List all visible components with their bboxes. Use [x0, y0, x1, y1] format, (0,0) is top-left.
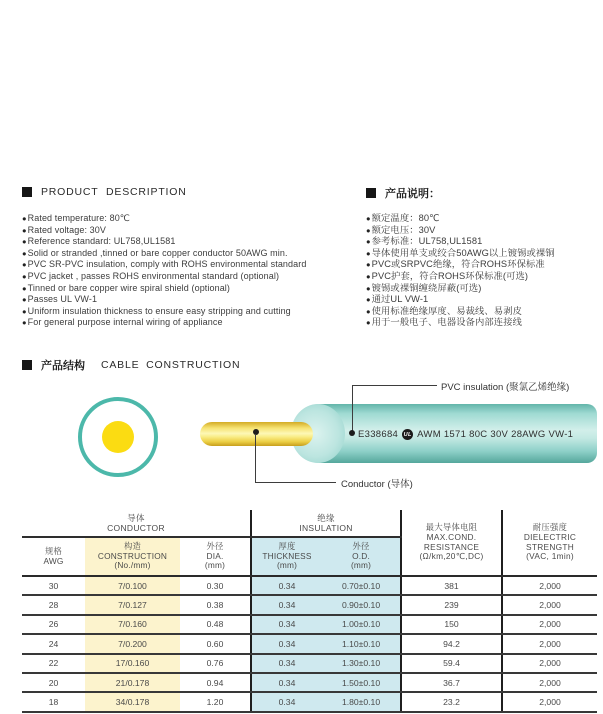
- dielectric-header-en2: STRENGTH: [526, 541, 575, 552]
- product-description-title-text: PRODUCT DESCRIPTION: [41, 186, 187, 198]
- resistance-header-en1: MAX.COND.: [426, 531, 477, 542]
- spec-table-cell: 1.30±0.10: [322, 654, 401, 673]
- cable-marking-text: [358, 429, 592, 440]
- spec-table-cell: 2,000: [502, 615, 597, 634]
- bullet-icon: ●: [366, 283, 371, 293]
- dielectric-header-unit: (VAC, 1min): [526, 551, 574, 562]
- bullet-icon: ●: [22, 271, 27, 281]
- spec-table-cell: 2,000: [502, 654, 597, 673]
- spec-table-cell: 34/0.178: [85, 692, 180, 711]
- ul-logo-icon: UL: [402, 429, 413, 440]
- construction-header-en: CONSTRUCTION: [97, 550, 168, 561]
- spec-table-cell: 0.90±0.10: [322, 595, 401, 614]
- spec-table-cell: 21/0.178: [85, 673, 180, 692]
- description-item-text: For general purpose internal wiring of appliance: [27, 317, 223, 328]
- insulation-group-en: INSULATION: [299, 523, 353, 533]
- dia-header-zh: 外径: [206, 541, 224, 552]
- bullet-icon: ●: [366, 295, 371, 305]
- spec-table-cell: 18: [22, 692, 85, 711]
- spec-table-cell: 28: [22, 595, 85, 614]
- spec-table-cell: 1.50±0.10: [322, 673, 401, 692]
- resistance-header-en2: RESISTANCE: [423, 541, 480, 552]
- spec-table-cell: 24: [22, 634, 85, 653]
- description-item: [22, 271, 306, 283]
- spec-table-row: [22, 673, 597, 692]
- bullet-icon: ●: [366, 248, 371, 258]
- description-item: [22, 294, 306, 306]
- spec-table-cell: 23.2: [401, 692, 502, 711]
- dia-header-en: DIA.: [206, 550, 224, 561]
- spec-table-cell: 0.34: [251, 595, 322, 614]
- spec-table-cell: 2,000: [502, 634, 597, 653]
- conductor-annotation-dot: [253, 429, 259, 435]
- description-item: [366, 213, 555, 225]
- description-item: [366, 225, 555, 237]
- spec-table-cell: 7/0.160: [85, 615, 180, 634]
- cross-section-conductor-core: [102, 421, 134, 453]
- od-column-header: [322, 537, 401, 576]
- spec-table-cell: 36.7: [401, 673, 502, 692]
- description-item-text: Rated voltage: 30V: [27, 224, 106, 235]
- section-marker-icon: [22, 360, 32, 370]
- bullet-icon: ●: [366, 318, 371, 328]
- spec-table-cell: 381: [401, 576, 502, 595]
- spec-table-cell: 20: [22, 673, 85, 692]
- spec-table-row: [22, 654, 597, 673]
- description-item-text: 镀锡或裸铜缠绕屏蔽(可选): [371, 282, 482, 293]
- max-resistance-header: [401, 510, 502, 576]
- spec-table-cell: 0.30: [180, 576, 251, 595]
- description-item-text: 通过UL VW-1: [371, 294, 429, 305]
- spec-table-cell: 0.34: [251, 576, 322, 595]
- dielectric-header-zh: 耐压强度: [532, 522, 568, 533]
- insulation-group-zh: 绝缘: [317, 512, 335, 523]
- description-item-text: 导体使用单支或绞合50AWG以上镀锡或裸铜: [371, 247, 555, 258]
- description-item: [22, 236, 306, 248]
- product-description-list-en: [22, 213, 306, 329]
- description-item: [366, 236, 555, 248]
- description-item-text: PVC jacket , passes ROHS environmental standard (optional): [27, 270, 280, 281]
- description-item-text: PVC护套，符合ROHS环保标准(可选): [371, 270, 529, 281]
- description-item-text: 使用标准绝缘厚度、易裁线、易剥皮: [371, 305, 522, 316]
- spec-table-cell: 0.34: [251, 615, 322, 634]
- spec-table-body: [22, 576, 597, 712]
- spec-table-cell: 2,000: [502, 595, 597, 614]
- spec-table-row: [22, 692, 597, 711]
- spec-table-cell: 59.4: [401, 654, 502, 673]
- dielectric-header-en1: DIELECTRIC: [523, 531, 577, 542]
- conductor-group-en: CONDUCTOR: [107, 523, 165, 533]
- description-item: [22, 283, 306, 295]
- pvc-annotation-vline: [352, 385, 353, 433]
- dia-header-unit: (mm): [204, 560, 226, 571]
- spec-table-cell: 0.34: [251, 634, 322, 653]
- description-item: [22, 248, 306, 260]
- spec-table-row: [22, 634, 597, 653]
- spec-table-cell: 150: [401, 615, 502, 634]
- spec-table-cell: 2,000: [502, 673, 597, 692]
- description-item-text: Reference standard: UL758,UL1581: [27, 236, 176, 247]
- bullet-icon: ●: [366, 271, 371, 281]
- description-item: [366, 317, 555, 329]
- description-item-text: PVC SR-PVC insulation, comply with ROHS environmental standard: [27, 259, 307, 270]
- section-marker-icon: [366, 188, 376, 198]
- description-item-text: 用于一般电子、电器设备内部连接线: [371, 317, 522, 328]
- thickness-column-header: [251, 537, 322, 576]
- cable-construction-title: [22, 357, 240, 373]
- resistance-header-unit: (Ω/km,20℃,DC): [419, 551, 484, 562]
- description-item-text: Solid or stranded ,tinned or bare copper conductor 50AWG min.: [27, 247, 288, 258]
- conductor-annotation-vline: [255, 434, 256, 483]
- spec-table-cell: 1.10±0.10: [322, 634, 401, 653]
- bullet-icon: ●: [22, 283, 27, 293]
- spec-table-cell: 0.34: [251, 692, 322, 711]
- spec-table-cell: 1.20: [180, 692, 251, 711]
- spec-table-cell: 1.80±0.10: [322, 692, 401, 711]
- construction-title-en-text: CABLE CONSTRUCTION: [101, 359, 241, 371]
- bullet-icon: ●: [366, 214, 371, 223]
- od-header-en: O.D.: [352, 550, 370, 561]
- description-item-text: PVC或SRPVC绝缘，符合ROHS环保标准: [371, 259, 545, 270]
- pvc-annotation-hline: [352, 385, 437, 386]
- conductor-annotation-hline: [255, 482, 336, 483]
- description-item-text: 额定温度：80℃: [371, 213, 440, 223]
- description-item: [366, 306, 555, 318]
- description-item: [22, 317, 306, 329]
- awg-column-header: [22, 537, 85, 576]
- ul-file-number: E338684: [358, 429, 399, 440]
- bullet-icon: ●: [22, 318, 27, 328]
- awm-rating-text: AWM 1571 80C 30V 28AWG VW-1: [417, 429, 574, 440]
- dielectric-strength-header: [502, 510, 597, 576]
- description-item: [366, 259, 555, 271]
- product-description-list-zh: [366, 213, 555, 329]
- construction-title-zh-text: 产品结构: [41, 360, 85, 372]
- description-item: [366, 294, 555, 306]
- conductor-group-zh: 导体: [127, 512, 145, 523]
- spec-table-cell: 0.48: [180, 615, 251, 634]
- description-item-text: Uniform insulation thickness to ensure easy stripping and cutting: [27, 305, 291, 316]
- construction-column-header: [85, 537, 180, 576]
- construction-header-zh: 构造: [124, 541, 141, 552]
- bullet-icon: ●: [22, 225, 27, 235]
- spec-table-row: [22, 576, 597, 595]
- spec-table-cell: 7/0.200: [85, 634, 180, 653]
- spec-table-cell: 7/0.100: [85, 576, 180, 595]
- bullet-icon: ●: [366, 225, 371, 235]
- conductor-label: Conductor (导体): [341, 479, 413, 490]
- description-item: [366, 283, 555, 295]
- spec-table-cell: 0.70±0.10: [322, 576, 401, 595]
- pvc-insulation-label: PVC insulation (聚氯乙烯绝缘): [441, 382, 570, 393]
- product-description-title: [22, 186, 187, 198]
- section-marker-icon: [22, 187, 32, 197]
- description-item-text: Rated temperature: 80℃: [27, 213, 131, 223]
- spec-table-cell: 94.2: [401, 634, 502, 653]
- od-header-zh: 外径: [352, 541, 370, 552]
- bullet-icon: ●: [22, 295, 27, 305]
- spec-table-cell: 0.60: [180, 634, 251, 653]
- product-description-title-zh: [366, 185, 440, 201]
- bullet-icon: ●: [366, 260, 371, 270]
- table-group-header-row: [22, 510, 597, 537]
- description-item: [366, 271, 555, 283]
- specification-table: [22, 510, 597, 713]
- thickness-header-unit: (mm): [276, 560, 298, 571]
- bullet-icon: ●: [366, 237, 371, 247]
- bullet-icon: ●: [22, 237, 27, 247]
- spec-table-cell: 17/0.160: [85, 654, 180, 673]
- conductor-group-header: [22, 510, 251, 537]
- bullet-icon: ●: [22, 248, 27, 258]
- spec-table-cell: 0.94: [180, 673, 251, 692]
- description-item-text: 额定电压：30V: [371, 224, 436, 235]
- product-description-title-zh-text: 产品说明：: [385, 188, 440, 200]
- description-item-text: Tinned or bare copper wire spiral shield (optional): [27, 282, 231, 293]
- spec-table-cell: 239: [401, 595, 502, 614]
- spec-table-row: [22, 615, 597, 634]
- awg-header-en: AWG: [43, 555, 64, 566]
- thickness-header-en: THICKNESS: [262, 550, 312, 561]
- description-item: [366, 248, 555, 260]
- spec-table-cell: 26: [22, 615, 85, 634]
- spec-table-cell: 2,000: [502, 692, 597, 711]
- description-item-text: Passes UL VW-1: [27, 294, 98, 305]
- pvc-annotation-dot: [349, 430, 355, 436]
- construction-header-unit: (No./mm): [114, 560, 151, 571]
- spec-table-cell: 0.38: [180, 595, 251, 614]
- insulation-group-header: [251, 510, 401, 537]
- dia-column-header: [180, 537, 251, 576]
- description-item: [22, 306, 306, 318]
- thickness-header-zh: 厚度: [278, 541, 296, 552]
- bullet-icon: ●: [22, 260, 27, 270]
- spec-table-row: [22, 595, 597, 614]
- spec-table-cell: 22: [22, 654, 85, 673]
- spec-table-cell: 2,000: [502, 576, 597, 595]
- bullet-icon: ●: [22, 214, 27, 223]
- awg-header-zh: 规格: [45, 545, 62, 556]
- spec-table-cell: 7/0.127: [85, 595, 180, 614]
- bullet-icon: ●: [22, 306, 27, 316]
- spec-table-cell: 30: [22, 576, 85, 595]
- resistance-header-zh: 最大导体电阻: [425, 522, 478, 533]
- bullet-icon: ●: [366, 306, 371, 316]
- description-item-text: 参考标准：UL758,UL1581: [371, 236, 483, 247]
- spec-table-cell: 1.00±0.10: [322, 615, 401, 634]
- description-item: [22, 259, 306, 271]
- description-item: [22, 225, 306, 237]
- spec-table-cell: 0.34: [251, 673, 322, 692]
- spec-table-cell: 0.34: [251, 654, 322, 673]
- spec-table-cell: 0.76: [180, 654, 251, 673]
- od-header-unit: (mm): [350, 560, 372, 571]
- description-item: [22, 213, 306, 225]
